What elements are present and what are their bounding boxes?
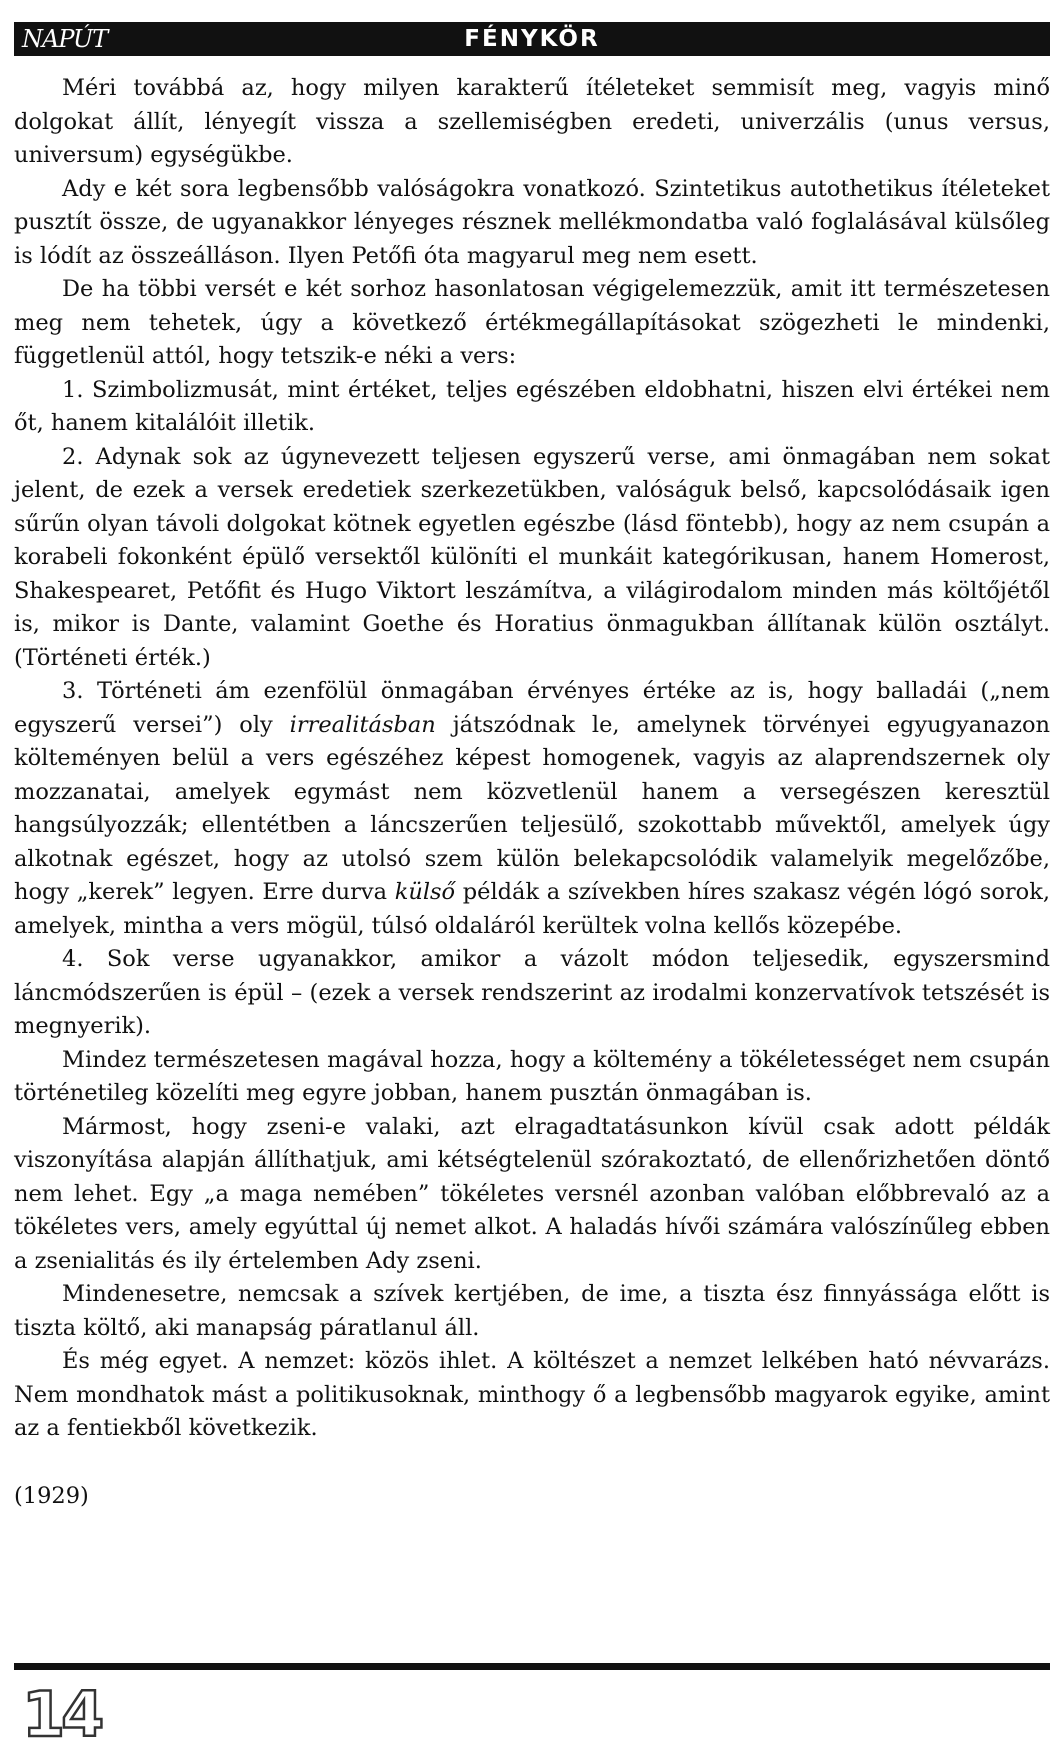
page-number: 14 [22,1678,101,1751]
paragraph: Méri továbbá az, hogy milyen karakterű ítéleteket semmisít meg, vagyis minő dolgokat állít, lényegít vissza a szellemiségben eredeti, univerzális (unus versus, universum) egységükbe. [14,75,1050,168]
text-run: 3. Történeti ám ezenfölül önmagában érvényes értéke az is, hogy balladái („nem egyszerű versei”) oly [14,678,1050,738]
list-item-2: 2. Adynak sok az úgynevezett teljesen egyszerű verse, ami önmagában nem sokat jelent, de ezek a versek eredetiek szerkezetükben, valóságuk belső, kapcsolódásaik igen sűrűn olyan távoli dolgokat kötnek egyetlen egészbe (lásd föntebb), hogy az nem csupán a korabeli fokonként épülő versektől különíti el munkáit kategórikusan, hanem Homerost, Shakespearet, Petőfit és Hugo Viktort leszámítva, a világirodalom minden más költőjétől is, mikor is Dante, valamint Goethe és Horatius önmagukban állítanak külön osztályt. (Történeti érték.) [14,443,1050,671]
article-body [14,72,1050,1513]
paragraph: Ady e két sora legbensőbb valóságokra vonatkozó. Szintetikus autothetikus ítéleteket pusztít össze, de ugyanakkor lényeges résznek mellékmondatba való foglalásával külsőleg is lódít az összeálláson. Ilyen Petőfi óta magyarul meg nem esett. [14,175,1050,269]
text-run: játszódnak le, amelynek törvényei egyugyanazon költeményen belül a vers egészéhez képest homogenek, vagyis az alaprendszernek oly mozzanatai, amelyek egymást nem közvetlenül hanem a versegészen keresztül hangsúlyozzák; ellentétben a láncszerűen teljesülő, szokottabb művektől, amelyek úgy alkotnak egészet, hogy az utolsó szem külön belekapcsolódik valamelyik megelőzőbe, hogy „kerek” legyen. Erre durva [14,711,1050,905]
list-item-1: 1. Szimbolizmusát, mint értéket, teljes egészében eldobhatni, hiszen elvi értékei nem őt, hanem kitalálóit illetik. [14,376,1050,436]
emphasis: irrealitásban [289,711,436,738]
paragraph: Mindez természetesen magával hozza, hogy a költemény a tökéletességet nem csupán történetileg közelíti meg egyre jobban, hanem pusztán önmagában is. [14,1046,1050,1106]
section-title: FÉNYKÖR [464,26,600,52]
list-item-3 [14,675,1050,943]
paragraph: És még egyet. A nemzet: közös ihlet. A költészet a nemzet lelkében ható névvarázs. Nem mondhatok mást a politikusoknak, minthogy ő a legbensőbb magyarok egyike, amint az a fentiekből következik. [14,1348,1050,1441]
journal-logo: NAPÚT [22,25,108,53]
paragraph: Mindenesetre, nemcsak a szívek kertjében, de ime, a tiszta ész finnyássága előtt is tiszta költő, aki manapság páratlanul áll. [14,1281,1050,1341]
list-item-4: 4. Sok verse ugyanakkor, amikor a vázolt módon teljesedik, egyszersmind láncmódszerűen is épül – (ezek a versek rendszerint az irodalmi konzervatívok tetszését is megnyerik). [14,946,1050,1039]
header-bar [14,22,1050,56]
paragraph: Mármost, hogy zseni-e valaki, azt elragadtatásunkon kívül csak adott példák viszonyítása alapján állíthatjuk, ami kétségtelenül szórakoztató, de ellenőrizhetően döntő nem lehet. Egy „a maga nemében” tökéletes versnél azonban valóban előbbrevaló az a tökéletes vers, amely egyúttal új nemet alkot. A haladás hívői számára valószínűleg ebben a zsenialitás és ily értelemben Ady zseni. [14,1113,1050,1274]
text-run: példák a szívekben híres szakasz végén lógó sorok, amelyek, mintha a vers mögül, túlsó oldaláról kerültek volna kellős közepébe. [14,879,1050,939]
paragraph: De ha többi versét e két sorhoz hasonlatosan végigelemezzük, amit itt természetesen meg nem tehetek, úgy a következő értékmegállapításokat szögezheti le mindenki, függetlenül attól, hogy tetszik-e néki a vers: [14,276,1050,369]
footer-rule [14,1663,1050,1670]
emphasis: külső [394,879,456,905]
date-note: (1929) [14,1482,89,1509]
